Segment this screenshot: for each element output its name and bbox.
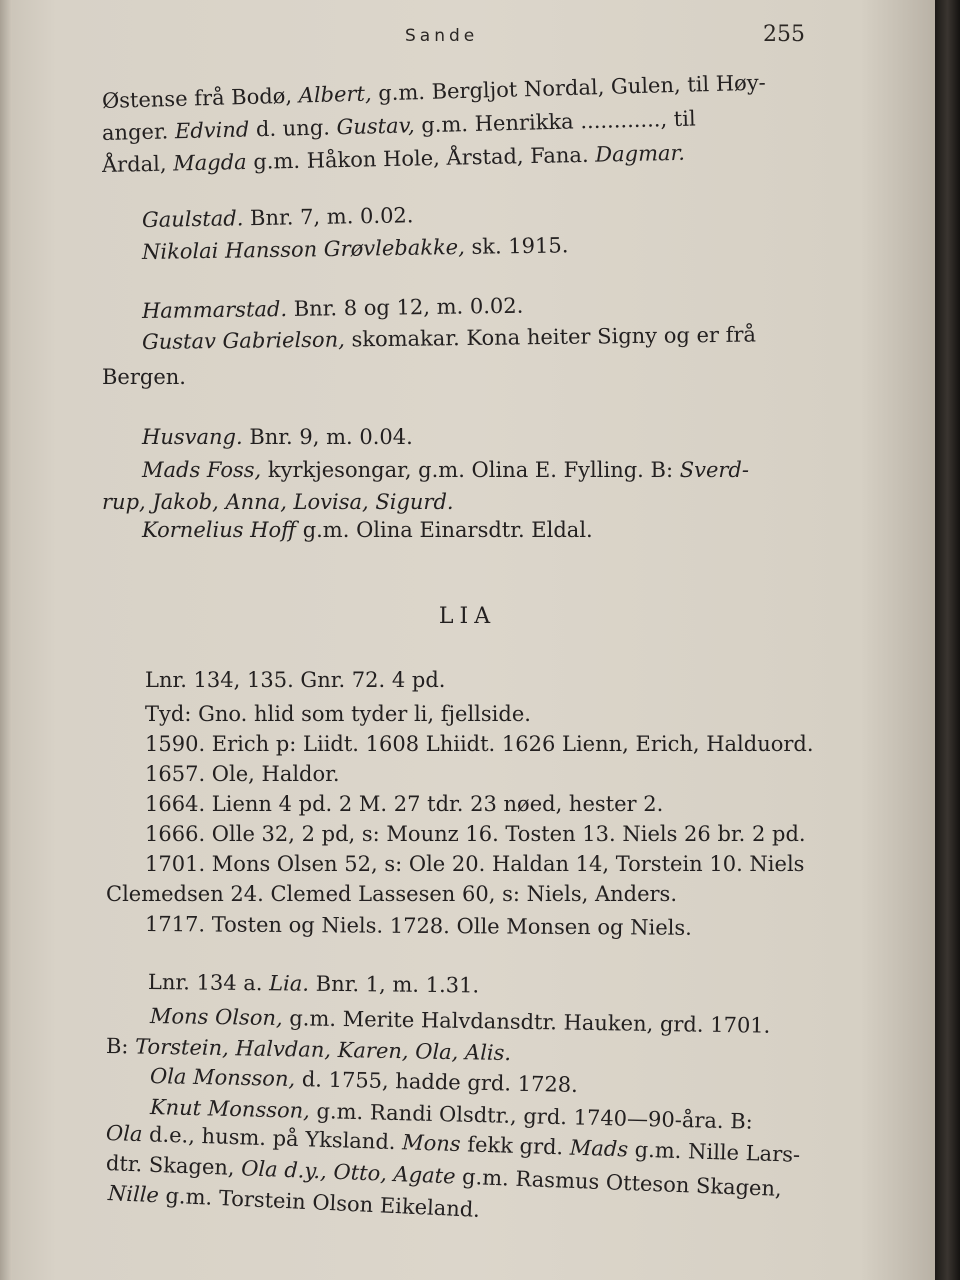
text-run: skomakar. Kona heiter Signy og er frå <box>344 322 757 352</box>
name-run: Torstein, Halvdan, Karen, Ola, Alis. <box>134 1034 512 1066</box>
text-run: g.m. Olina Einarsdtr. Eldal. <box>296 518 593 542</box>
text-run: g.m. Rasmus Otteson Skagen, <box>455 1164 783 1201</box>
farm-name: Husvang. <box>142 425 243 449</box>
text-run: dtr. Skagen, <box>105 1151 242 1181</box>
text-run: g.m. Håkon Hole, Årstad, Fana. <box>246 142 596 174</box>
page-number: 255 <box>763 22 805 47</box>
name-run: Albert, <box>298 81 372 108</box>
name-run: Dagmar. <box>595 140 686 167</box>
farm-name: Gaulstad. <box>141 206 244 232</box>
text-line <box>150 1003 771 1039</box>
text-line <box>102 489 454 515</box>
text-run: 1657. Ole, Haldor. <box>145 762 340 786</box>
text-line <box>142 457 749 483</box>
text-line <box>142 321 756 354</box>
name-run: Gustav Gabrielson, <box>141 327 345 354</box>
text-line <box>106 881 677 907</box>
text-line <box>106 1033 512 1066</box>
name-run: Magda <box>172 149 247 176</box>
text-line <box>142 517 593 543</box>
text-run: Bnr. 9, m. 0.04. <box>242 425 413 449</box>
text-run: sk. 1915. <box>464 233 569 259</box>
text-run: g.m. Bergljot Nordal, Gulen, til Høy- <box>371 70 767 106</box>
name-run: Edvind <box>174 117 250 144</box>
name-run: Gustav, <box>336 113 415 140</box>
name-run: Ola Monsson, <box>149 1064 296 1092</box>
farm-entry-title <box>142 293 524 324</box>
text-run: Lnr. 134, 135. Gnr. 72. 4 pd. <box>145 668 446 692</box>
name-run: rup, Jakob, Anna, Lovisa, Sigurd. <box>102 490 454 514</box>
text-run: anger. <box>101 119 176 145</box>
text-run: Bnr. 7, m. 0.02. <box>243 203 414 231</box>
text-run: g.m. Henrikka ............, til <box>414 106 696 138</box>
text-run: kyrkjesongar, g.m. Olina E. Fylling. B: <box>261 458 680 482</box>
text-run: Bnr. 1, m. 1.31. <box>308 971 480 998</box>
name-run: Knut Monsson, <box>149 1095 311 1123</box>
text-run: g.m. Merite Halvdansdtr. Hauken, grd. 1701. <box>282 1006 771 1038</box>
text-line <box>102 364 186 390</box>
name-run: Mons <box>401 1130 462 1157</box>
text-line <box>145 761 340 787</box>
farm-name: Hammarstad. <box>141 296 288 323</box>
text-run: fekk grd. <box>460 1132 571 1160</box>
text-run: Tyd: Gno. hlid som tyder li, fjellside. <box>145 702 531 726</box>
farm-name: Lia. <box>269 971 310 996</box>
name-run: Mons Olson, <box>149 1004 283 1031</box>
text-run: 1717. Tosten og Niels. 1728. Olle Monsen og Niels. <box>144 912 692 940</box>
name-run: Nille <box>107 1181 160 1208</box>
text-line <box>150 1063 578 1098</box>
farm-entry-title <box>142 202 414 233</box>
name-run: Mads <box>569 1135 629 1162</box>
text-run: Bnr. 8 og 12, m. 0.02. <box>286 293 524 321</box>
text-run: Årdal, <box>101 151 174 177</box>
text-run: g.m. Randi Olsdtr., grd. 1740—90-åra. B: <box>309 1098 754 1134</box>
text-run: g.m. Nille Lars- <box>627 1137 801 1167</box>
text-run: Clemedsen 24. Clemed Lassesen 60, s: Niels, Anders. <box>106 882 678 906</box>
text-run: 1701. Mons Olsen 52, s: Ole 20. Haldan 14, Torstein 10. Niels <box>145 852 805 876</box>
text-run: 1664. Lienn 4 pd. 2 M. 27 tdr. 23 nøed, hester 2. <box>145 792 664 816</box>
running-title: Sande <box>405 26 479 46</box>
name-run: Sverd- <box>679 458 749 482</box>
text-line <box>145 667 445 693</box>
text-run: 1590. Erich p: Liidt. 1608 Lhiidt. 1626 Lienn, Erich, Halduord. <box>145 732 814 756</box>
name-run: Kornelius Hoff <box>142 518 297 542</box>
text-run: 1666. Olle 32, 2 pd, s: Mounz 16. Tosten 13. Niels 26 br. 2 pd. <box>145 822 806 846</box>
text-run: d. 1755, hadde grd. 1728. <box>294 1067 579 1097</box>
text-line <box>145 701 531 727</box>
text-line <box>145 851 804 877</box>
text-line <box>145 731 814 757</box>
name-run: Mads Foss, <box>142 458 262 482</box>
text-line <box>145 791 663 817</box>
name-run: Ola <box>105 1121 143 1147</box>
name-run: Ola d.y., Otto, Agate <box>240 1156 456 1189</box>
text-run: d.e., husm. på Yksland. <box>142 1122 403 1155</box>
book-cover-edge <box>935 0 960 1280</box>
farm-entry-title <box>148 969 479 998</box>
text-run: Lnr. 134 a. <box>147 970 270 996</box>
text-line <box>145 911 692 941</box>
text-run: Østense frå Bodø, <box>101 83 300 113</box>
text-run: Bergen. <box>102 365 186 389</box>
text-line <box>102 105 696 145</box>
text-run: g.m. Torstein Olson Eikeland. <box>158 1183 481 1222</box>
name-run: Nikolai Hansson Grøvlebakke, <box>141 234 465 264</box>
text-run: B: <box>105 1034 136 1059</box>
text-run: d. ung. <box>248 115 337 142</box>
farm-entry-title <box>142 424 413 450</box>
text-line <box>145 821 806 847</box>
text-line <box>102 140 685 178</box>
section-heading: LIA <box>438 604 497 629</box>
text-line <box>142 232 569 265</box>
